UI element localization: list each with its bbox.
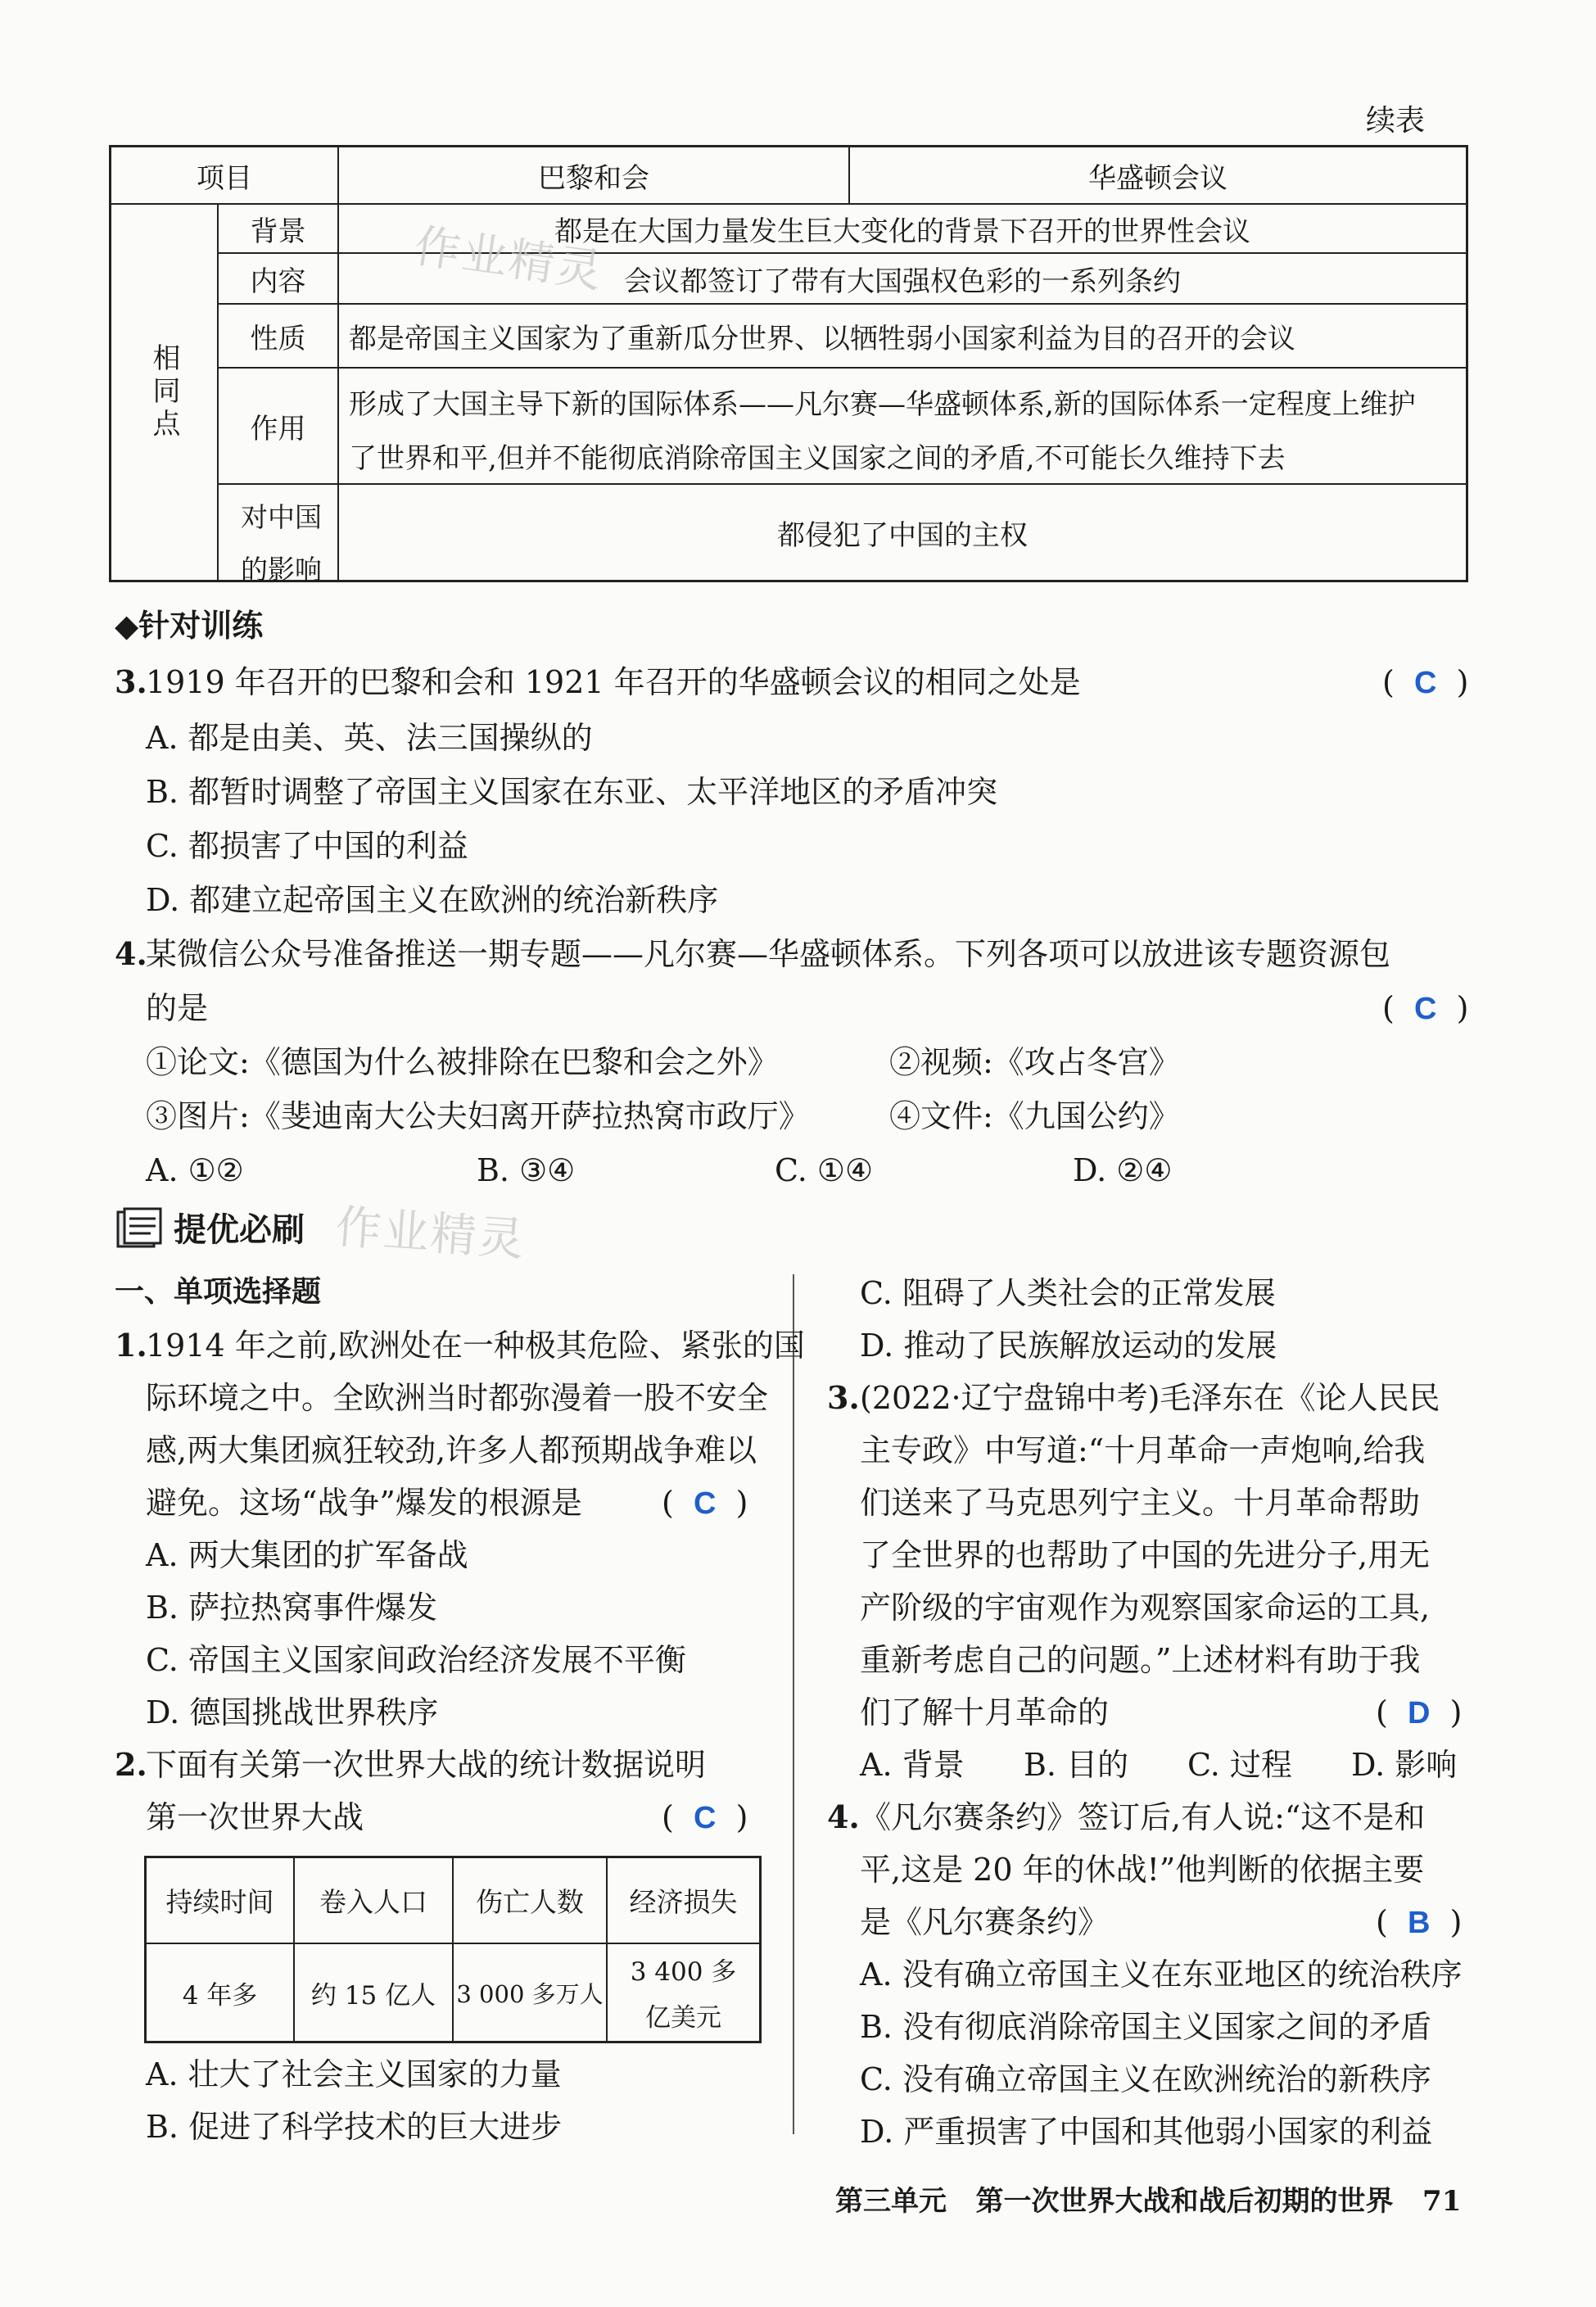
question-number: 3.: [115, 663, 147, 700]
option: C. 都损害了中国的利益: [146, 828, 468, 864]
stats-value: 3 400 多: [630, 1956, 737, 1987]
stats-header: 持续时间: [165, 1886, 274, 1918]
table-group-label: 相同点: [147, 343, 180, 441]
row-text-nature: 都是帝国主义国家为了重新瓜分世界、以牺牲弱小国家利益为目的召开的会议: [349, 322, 1295, 355]
question-stem: (2022·辽宁盘锦中考)毛泽东在《论人民民: [860, 1380, 1440, 1416]
question-stem: 际环境之中。全欧洲当时都弥漫着一股不安全: [146, 1380, 769, 1416]
answer-bracket: ( D ): [1376, 1694, 1463, 1730]
option: B. 萨拉热窝事件爆发: [146, 1590, 438, 1626]
option: A. ①②: [146, 1152, 244, 1188]
option: A. 两大集团的扩军备战: [146, 1537, 468, 1573]
footer-title: 第一次世界大战和战后初期的世界: [975, 2185, 1394, 2218]
question-stem: 避免。这场“战争”爆发的根源是: [146, 1485, 582, 1521]
answer: C: [1413, 666, 1437, 700]
question-stem: 们送来了马克思列宁主义。十月革命帮助: [860, 1485, 1421, 1521]
option: D. 推动了民族解放运动的发展: [860, 1328, 1277, 1364]
option: C. ①④: [775, 1152, 874, 1188]
answer: C: [693, 1486, 717, 1521]
stats-header: 经济损失: [629, 1886, 738, 1918]
row-text-background: 都是在大国力量发生巨大变化的背景下召开的世界性会议: [554, 215, 1250, 248]
continued-label: 续表: [1366, 104, 1426, 138]
option: D. 影响: [1351, 1747, 1458, 1783]
question-stem: 第一次世界大战: [146, 1799, 364, 1835]
resource-item: ①论文:《德国为什么被排除在巴黎和会之外》: [146, 1044, 779, 1080]
row-label-background: 背景: [250, 215, 306, 248]
answer-bracket: ( C ): [662, 1485, 748, 1521]
option: D. ②④: [1073, 1152, 1173, 1188]
answer: C: [1413, 992, 1437, 1026]
option: B. 没有彻底消除帝国主义国家之间的矛盾: [860, 2009, 1432, 2045]
answer: C: [693, 1801, 717, 1835]
question-number: 4.: [115, 935, 147, 972]
option: C. 过程: [1187, 1747, 1292, 1783]
option: C. 没有确立帝国主义在欧洲统治的新秩序: [860, 2061, 1431, 2097]
answer-bracket: ( C ): [662, 1799, 748, 1835]
stats-header: 伤亡人数: [476, 1886, 584, 1918]
question-stem: 《凡尔赛条约》签订后,有人说:“这不是和: [860, 1799, 1426, 1835]
question-stem: 下面有关第一次世界大战的统计数据说明: [146, 1747, 707, 1783]
option: A. 壮大了社会主义国家的力量: [146, 2056, 562, 2092]
part-single-choice: 一、单项选择题: [115, 1275, 322, 1309]
row-text-role-line2: 了世界和平,但并不能彻底消除帝国主义国家之间的矛盾,不可能长久维持下去: [349, 442, 1286, 475]
question-stem: 感,两大集团疯狂较劲,许多人都预期战争难以: [146, 1432, 757, 1468]
question-stem: 主专政》中写道:“十月革命一声炮响,给我: [860, 1432, 1426, 1468]
question-stem: 们了解十月革命的: [860, 1694, 1110, 1730]
watermark: 作业精灵: [333, 1200, 527, 1268]
question-stem: 产阶级的宇宙观作为观察国家命运的工具,: [860, 1590, 1431, 1626]
page-number: 71: [1422, 2185, 1462, 2218]
stats-value: 3 000 多万人: [456, 1979, 604, 2008]
question-stem: 重新考虑自己的问题。”上述材料有助于我: [860, 1642, 1421, 1678]
watermark: 作业精灵: [410, 219, 607, 299]
stats-header: 卷入人口: [319, 1886, 427, 1918]
row-text-impact: 都侵犯了中国的主权: [777, 518, 1028, 552]
option: A. 都是由美、英、法三国操纵的: [146, 720, 593, 756]
resource-item: ④文件:《九国公约》: [889, 1098, 1180, 1134]
answer-bracket: ( C ): [1382, 664, 1469, 700]
resource-item: ③图片:《斐迪南大公夫妇离开萨拉热窝市政厅》: [146, 1098, 810, 1134]
question-stem: 1919 年召开的巴黎和会和 1921 年召开的华盛顿会议的相同之处是: [146, 664, 1081, 700]
stats-value: 约 15 亿人: [310, 1980, 436, 2011]
question-stem: 某微信公众号准备推送一期专题——凡尔赛—华盛顿体系。下列各项可以放进该专题资源包: [146, 936, 1391, 972]
section-targeted-training: ◆针对训练: [115, 608, 264, 644]
row-text-role-line1: 形成了大国主导下新的国际体系——凡尔赛—华盛顿体系,新的国际体系一定程度上维护: [349, 388, 1416, 421]
option: B. 促进了科学技术的巨大进步: [146, 2109, 563, 2145]
question-stem: 平,这是 20 年的休战!”他判断的依据主要: [860, 1852, 1425, 1888]
row-label-impact-1: 对中国: [241, 501, 322, 533]
answer-bracket: ( C ): [1382, 990, 1469, 1026]
table-header-washington: 华盛顿会议: [1088, 161, 1228, 195]
row-label-nature: 性质: [250, 322, 306, 355]
option: C. 阻碍了人类社会的正常发展: [860, 1275, 1276, 1311]
table-header-paris: 巴黎和会: [538, 161, 649, 195]
option: A. 没有确立帝国主义在东亚地区的统治秩序: [860, 1956, 1463, 1993]
question-number: 1.: [115, 1327, 147, 1364]
option: C. 帝国主义国家间政治经济发展不平衡: [146, 1642, 686, 1678]
stats-value: 亿美元: [645, 2002, 721, 2033]
option: B. ③④: [477, 1152, 576, 1188]
resource-item: ②视频:《攻占冬宫》: [889, 1044, 1180, 1080]
row-label-content: 内容: [250, 265, 306, 298]
section-advanced: 提优必刷: [174, 1211, 305, 1249]
row-label-role: 作用: [250, 412, 306, 446]
answer: B: [1407, 1906, 1431, 1940]
question-stem: 是《凡尔赛条约》: [860, 1904, 1110, 1940]
option: B. 目的: [1024, 1747, 1129, 1783]
question-stem: 1914 年之前,欧洲处在一种极其危险、紧张的国: [146, 1328, 805, 1364]
question-number: 3.: [827, 1379, 860, 1416]
question-number: 2.: [115, 1746, 147, 1783]
footer-unit: 第三单元: [835, 2185, 947, 2218]
option: D. 都建立起帝国主义在欧洲的统治新秩序: [146, 882, 719, 918]
notebook-icon: [115, 1206, 165, 1251]
option: D. 严重损害了中国和其他弱小国家的利益: [860, 2114, 1433, 2150]
row-label-impact-2: 的影响: [241, 554, 322, 586]
question-number: 4.: [827, 1798, 860, 1835]
footer: [835, 2178, 1461, 2219]
row-text-content: 会议都签订了带有大国强权色彩的一系列条约: [624, 265, 1181, 298]
question-stem: 的是: [146, 990, 209, 1026]
answer-bracket: ( B ): [1376, 1904, 1463, 1940]
option: D. 德国挑战世界秩序: [146, 1694, 439, 1730]
question-stem: 了全世界的也帮助了中国的先进分子,用无: [860, 1537, 1431, 1573]
stats-value: 4 年多: [182, 1980, 258, 2011]
table-header-item: 项目: [197, 161, 252, 195]
answer: D: [1407, 1696, 1431, 1730]
option: A. 背景: [860, 1747, 965, 1783]
option: B. 都暂时调整了帝国主义国家在东亚、太平洋地区的矛盾冲突: [146, 774, 998, 810]
